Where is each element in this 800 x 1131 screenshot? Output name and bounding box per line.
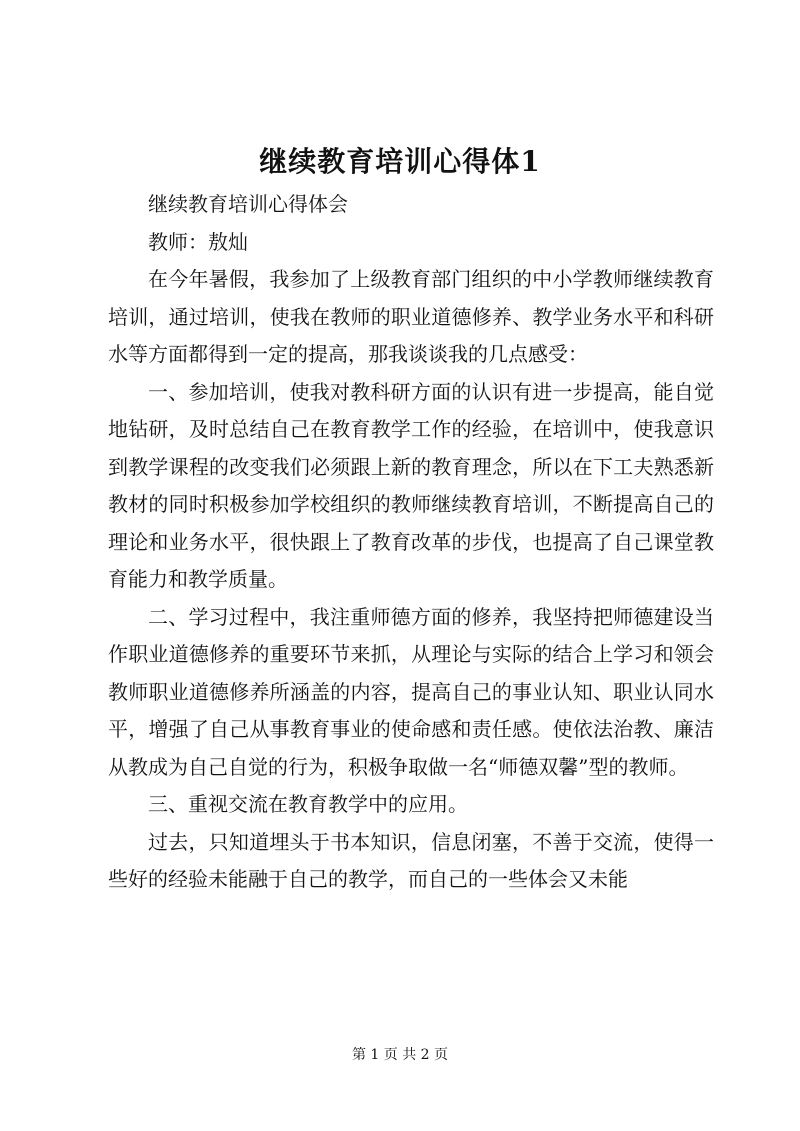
author-paragraph: 教师：敖灿 <box>148 229 248 254</box>
section-three-heading: 三、重视交流在教育教学中的应用。 <box>148 792 468 816</box>
section-three-paragraph: 过去，只知道埋头于书本知识，信息闭塞，不善于交流，使得一些好的经验未能融于自己的教学，而自己的一些体会又未能 <box>108 829 714 891</box>
section-two-paragraph: 二、学习过程中，我注重师德方面的修养，我坚持把师德建设当作职业道德修养的重要环节来抓，从理论与实际的结合上学习和领会教师职业道德修养所涵盖的内容，提高自己的事业认知、职业认同水平，增强了自己从事教育事业的使命感和责任感。使依法治教、廉洁从教成为自己自觉的行为，积极争取做一名“师德双馨”型的教师。 <box>108 604 714 779</box>
section-one-paragraph: 一、参加培训，使我对教科研方面的认识有进一步提高，能自觉地钻研，及时总结自己在教育教学工作的经验，在培训中，使我意识到教学课程的改变我们必须跟上新的教育理念，所以在下工夫熟悉新教材的同时积极参加学校组织的教师继续教育培训，不断提高自己的理论和业务水平，很快跟上了教育改革的步伐，也提高了自己课堂教育能力和教学质量。 <box>108 379 714 591</box>
document-body <box>108 186 714 899</box>
document-title: 继续教育培训心得体1 <box>259 145 541 178</box>
intro-paragraph: 在今年暑假，我参加了上级教育部门组织的中小学教师继续教育培训，通过培训，使我在教师的职业道德修养、教学业务水平和科研水等方面都得到一定的提高，那我谈谈我的几点感受： <box>108 267 714 366</box>
page-footer: 第 1 页 共 2 页 <box>351 1047 449 1063</box>
subtitle-paragraph: 继续教育培训心得体会 <box>148 192 348 216</box>
